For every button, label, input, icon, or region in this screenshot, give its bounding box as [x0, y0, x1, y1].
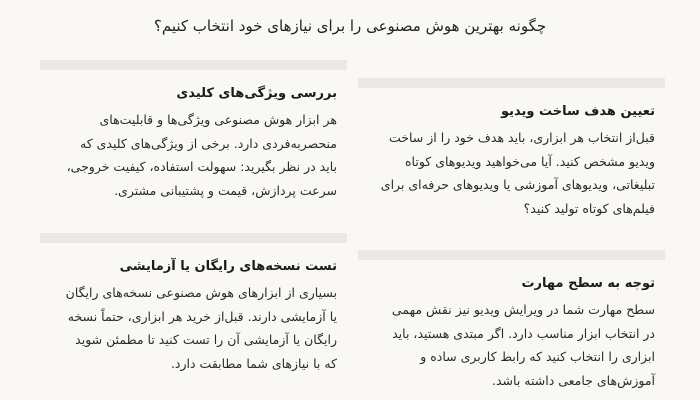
card-goal: [358, 78, 665, 220]
card-skill: [358, 250, 665, 392]
page-title: چگونه بهترین هوش مصنوعی را برای نیازهای خود انتخاب کنیم؟: [153, 17, 547, 35]
card-body: سطح مهارت شما در ویرایش ویدیو نیز نقش مهمی در انتخاب ابزار مناسب دارد. اگر مبتدی هستید، باید ابزاری را انتخاب کنید که رابط کاربری ساده و آموزش‌های جامعی داشته باشد.: [391, 302, 655, 388]
card-title: بررسی ویژگی‌های کلیدی: [176, 86, 337, 101]
card-header-bar: [40, 60, 347, 70]
card-title: تست نسخه‌های رایگان یا آزمایشی: [119, 259, 337, 274]
card-header-bar: [358, 78, 665, 88]
card-title: تعیین هدف ساخت ویدیو: [500, 104, 655, 119]
card-header-bar: [358, 250, 665, 260]
card-header-bar: [40, 233, 347, 243]
card-trial: [40, 233, 347, 375]
card-body: قبل‌از انتخاب هر ابزاری، باید هدف خود را از ساخت ویدیو مشخص کنید. آیا می‌خواهید ویدیوهای کوتاه تبلیغاتی، ویدیوهای آموزشی یا ویدیوهای حرفه‌ای برای فیلم‌های کوتاه تولید کنید؟: [380, 130, 655, 216]
card-body: هر ابزار هوش مصنوعی ویژگی‌ها و قابلیت‌های منحصربه‌فردی دارد. برخی از ویژگی‌های کلیدی که باید در نظر بگیرید: سهولت استفاده، کیفیت خروجی، سرعت پردازش، قیمت و پشتیبانی مشتری.: [66, 112, 337, 198]
card-title: توجه به سطح مهارت: [521, 276, 655, 291]
card-features: [40, 60, 347, 202]
card-body: بسیاری از ابزارهای هوش مصنوعی نسخه‌های رایگان یا آزمایشی دارند. قبل‌از خرید هر ابزاری، حتماً نسخه رایگان یا آزمایشی آن را تست کنید تا مطمئن شوید که با نیازهای شما مطابقت دارد.: [65, 285, 337, 371]
